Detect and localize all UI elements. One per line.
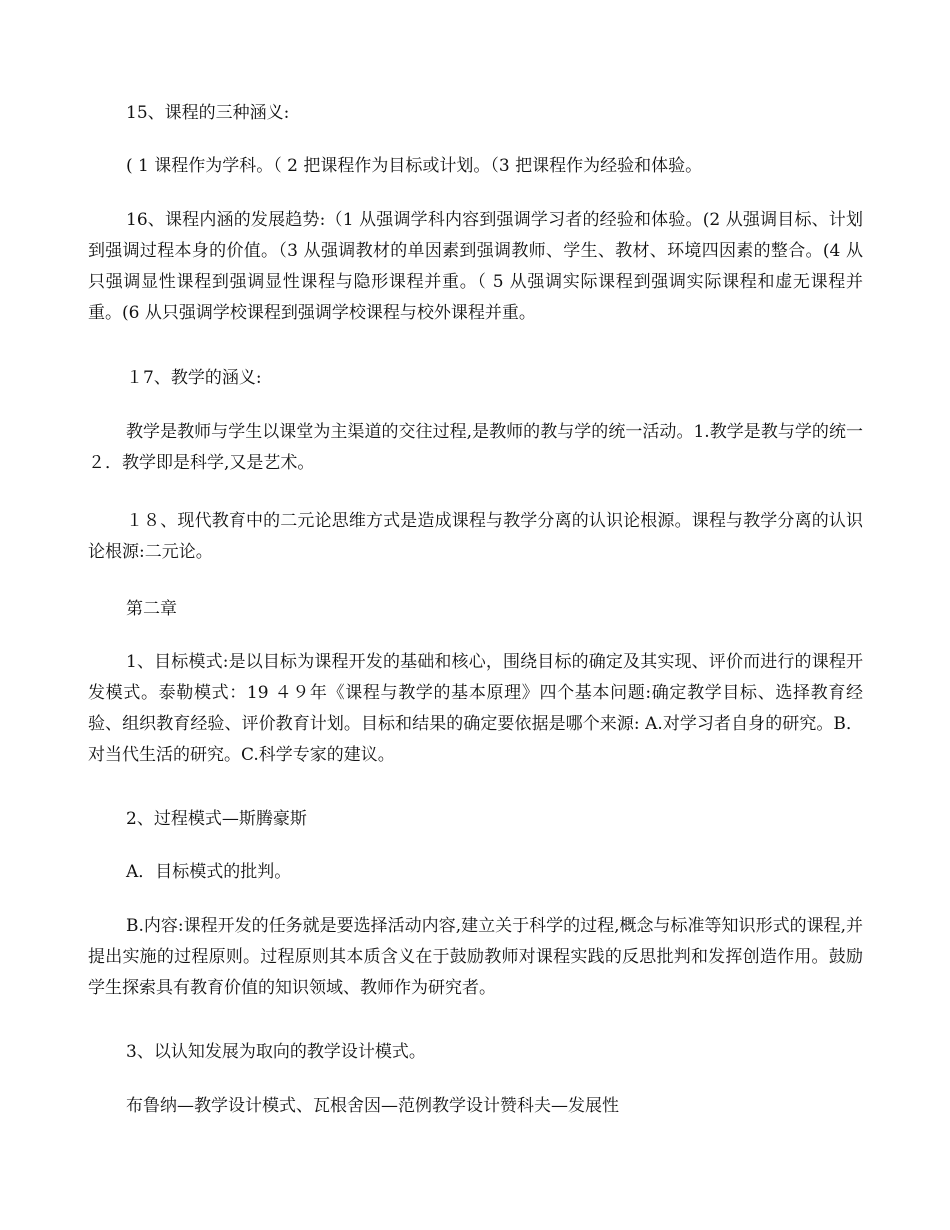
section-2-process-model: 2、过程模式—斯腾豪斯 bbox=[126, 809, 307, 829]
section-1-target-model: 1、目标模式:是以目标为课程开发的基础和核心，围绕目标的确定及其实现、评价而进行的课程开发模式。泰勒模式：19 ４９年《课程与教学的基本原理》四个基本问题:确定教学目标、选择教育经验、组织教育经验、评价教育计划。目标和结果的确定要依据是哪个来源: A.对学习者自身的研究。B．对当代生活的研究。C.科学专家的建议。 bbox=[88, 652, 863, 765]
section-2-item-b: B.内容:课程开发的任务就是要选择活动内容,建立关于科学的过程,概念与标准等知识形式的课程,并提出实施的过程原则。过程原则其本质含义在于鼓励教师对课程实践的反思批判和发挥创造作用。鼓励学生探索具有教育价值的知识领域、教师作为研究者。 bbox=[88, 916, 863, 998]
paragraph-15-heading: 15、课程的三种涵义: bbox=[126, 103, 290, 123]
section-3-content: 布鲁纳—教学设计模式、瓦根舍因—范例教学设计赞科夫—发展性 bbox=[126, 1096, 619, 1116]
paragraph-17-heading: １7、教学的涵义: bbox=[126, 368, 262, 388]
section-2-item-a: A．目标模式的批判。 bbox=[126, 862, 292, 882]
chapter-heading: 第二章 bbox=[126, 599, 177, 619]
paragraph-16: 16、课程内涵的发展趋势:（1 从强调学科内容到强调学习者的经验和体验。(2 从强调目标、计划到强调过程本身的价值。（3 从强调教材的单因素到强调教师、学生、教材、环境四因素的整合。(4 从只强调显性课程到强调显性课程与隐形课程并重。（ 5 从强调实际课程到强调实际课程和虚无课程并重。(6 从只强调学校课程到强调学校课程与校外课程并重。 bbox=[88, 210, 863, 323]
paragraph-18: １８、现代教育中的二元论思维方式是造成课程与教学分离的认识论根源。课程与教学分离的认识论根源:二元论。 bbox=[88, 511, 863, 562]
paragraph-15-content: ( 1 课程作为学科。（ 2 把课程作为目标或计划。（3 把课程作为经验和体验。 bbox=[126, 156, 703, 176]
section-3-heading: 3、以认知发展为取向的教学设计模式。 bbox=[126, 1042, 426, 1062]
paragraph-17-content: 教学是教师与学生以课堂为主渠道的交往过程,是教师的教与学的统一活动。1.教学是教与学的统一２．教学即是科学,又是艺术。 bbox=[88, 422, 863, 473]
